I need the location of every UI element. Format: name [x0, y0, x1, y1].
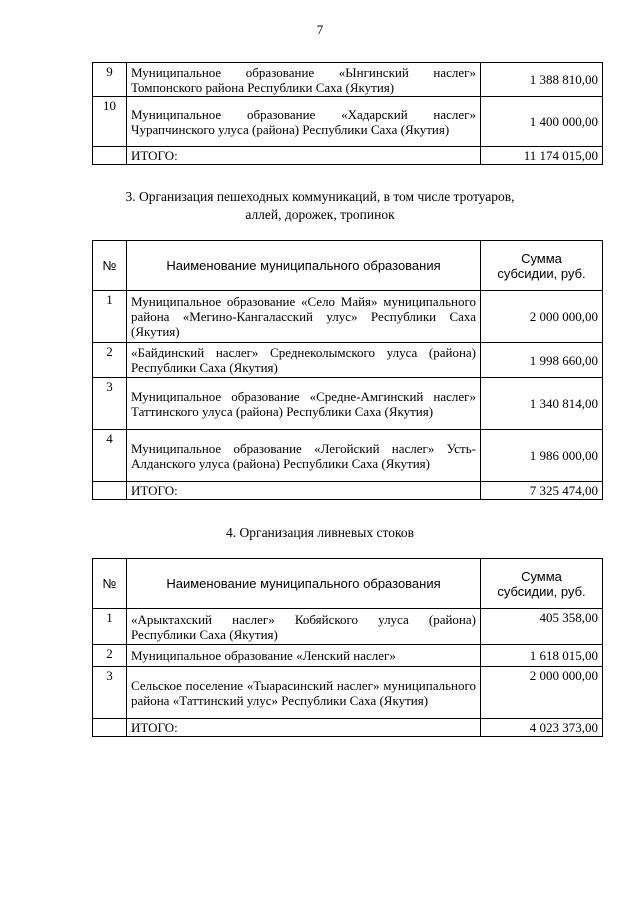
section-3-title: [0, 188, 640, 224]
stormwater-subsidy-table: [92, 558, 603, 737]
row-number: 1: [93, 609, 127, 645]
total-label: ИТОГО:: [127, 719, 481, 737]
header-number: №: [93, 241, 127, 291]
table-header-row: [93, 241, 603, 291]
subsidy-amount: 1 340 814,00: [481, 378, 603, 430]
municipality-name: Сельское поселение «Тыарасинский наслег» муниципального района «Таттинский улус» Республики Саха (Якутия): [127, 667, 481, 719]
municipality-name: Муниципальное образование «Средне-Амгинский наслег» Таттинского улуса (района) Республики Саха (Якутия): [127, 378, 481, 430]
municipality-name: Муниципальное образование «Село Майя» муниципального района «Мегино-Кангаласский улус» Республики Саха (Якутия): [127, 291, 481, 343]
header-sum: [481, 241, 603, 291]
total-amount: 4 023 373,00: [481, 719, 603, 737]
municipality-name: «Байдинский наслег» Среднеколымского улуса (района) Республики Саха (Якутия): [127, 343, 481, 378]
table-row: [93, 291, 603, 343]
header-number: №: [93, 559, 127, 609]
row-number: 2: [93, 343, 127, 378]
table-row: [93, 645, 603, 667]
section-3-title-line2: аллей, дорожек, тропинок: [245, 207, 395, 222]
header-sum-line1: Сумма: [521, 250, 562, 266]
header-name: Наименование муниципального образования: [127, 241, 481, 291]
total-label: ИТОГО:: [127, 147, 481, 165]
table-row: [93, 378, 603, 430]
municipality-name: Муниципальное образование «Ынгинский наслег» Томпонского района Республики Саха (Якутия): [127, 63, 481, 97]
municipality-name: «Арыктахский наслег» Кобяйского улуса (района) Республики Саха (Якутия): [127, 609, 481, 645]
header-sum-line2: субсидии, руб.: [497, 265, 586, 281]
header-sum-line2: субсидии, руб.: [497, 583, 586, 599]
table-row: [93, 97, 603, 147]
row-number: 10: [93, 97, 127, 147]
municipality-name: Муниципальное образование «Хадарский наслег» Чурапчинского улуса (района) Республики Саха (Якутия): [127, 97, 481, 147]
table-row: [93, 609, 603, 645]
total-amount: 11 174 015,00: [481, 147, 603, 165]
total-row: [93, 719, 603, 737]
row-number: 9: [93, 63, 127, 97]
table-row: [93, 667, 603, 719]
row-number: 3: [93, 667, 127, 719]
row-number: 1: [93, 291, 127, 343]
subsidy-amount: 1 998 660,00: [481, 343, 603, 378]
subsidy-amount: 1 986 000,00: [481, 430, 603, 482]
row-number: 2: [93, 645, 127, 667]
header-sum-line1: Сумма: [521, 568, 562, 584]
subsidy-table-continued: [92, 62, 603, 165]
subsidy-amount: 1 618 015,00: [481, 645, 603, 667]
total-label: ИТОГО:: [127, 482, 481, 500]
row-number: 3: [93, 378, 127, 430]
section-4-title: 4. Организация ливневых стоков: [226, 525, 414, 540]
table-row: [93, 430, 603, 482]
total-amount: 7 325 474,00: [481, 482, 603, 500]
row-number: 4: [93, 430, 127, 482]
total-row: [93, 482, 603, 500]
subsidy-amount: 2 000 000,00: [481, 291, 603, 343]
table-row: [93, 343, 603, 378]
subsidy-amount: 1 388 810,00: [481, 63, 603, 97]
pedestrian-subsidy-table: [92, 240, 603, 500]
municipality-name: Муниципальное образование «Ленский наслег»: [127, 645, 481, 667]
header-name: Наименование муниципального образования: [127, 559, 481, 609]
page-number: 7: [316, 22, 324, 37]
subsidy-amount: 1 400 000,00: [481, 97, 603, 147]
table-row: [93, 63, 603, 97]
subsidy-amount: 405 358,00: [481, 609, 603, 645]
total-row: [93, 147, 603, 165]
section-3-title-line1: 3. Организация пешеходных коммуникаций, в том числе тротуаров,: [125, 189, 515, 204]
header-sum: [481, 559, 603, 609]
municipality-name: Муниципальное образование «Легойский наслег» Усть-Алданского улуса (района) Республики Саха (Якутия): [127, 430, 481, 482]
subsidy-amount: 2 000 000,00: [481, 667, 603, 719]
table-header-row: [93, 559, 603, 609]
